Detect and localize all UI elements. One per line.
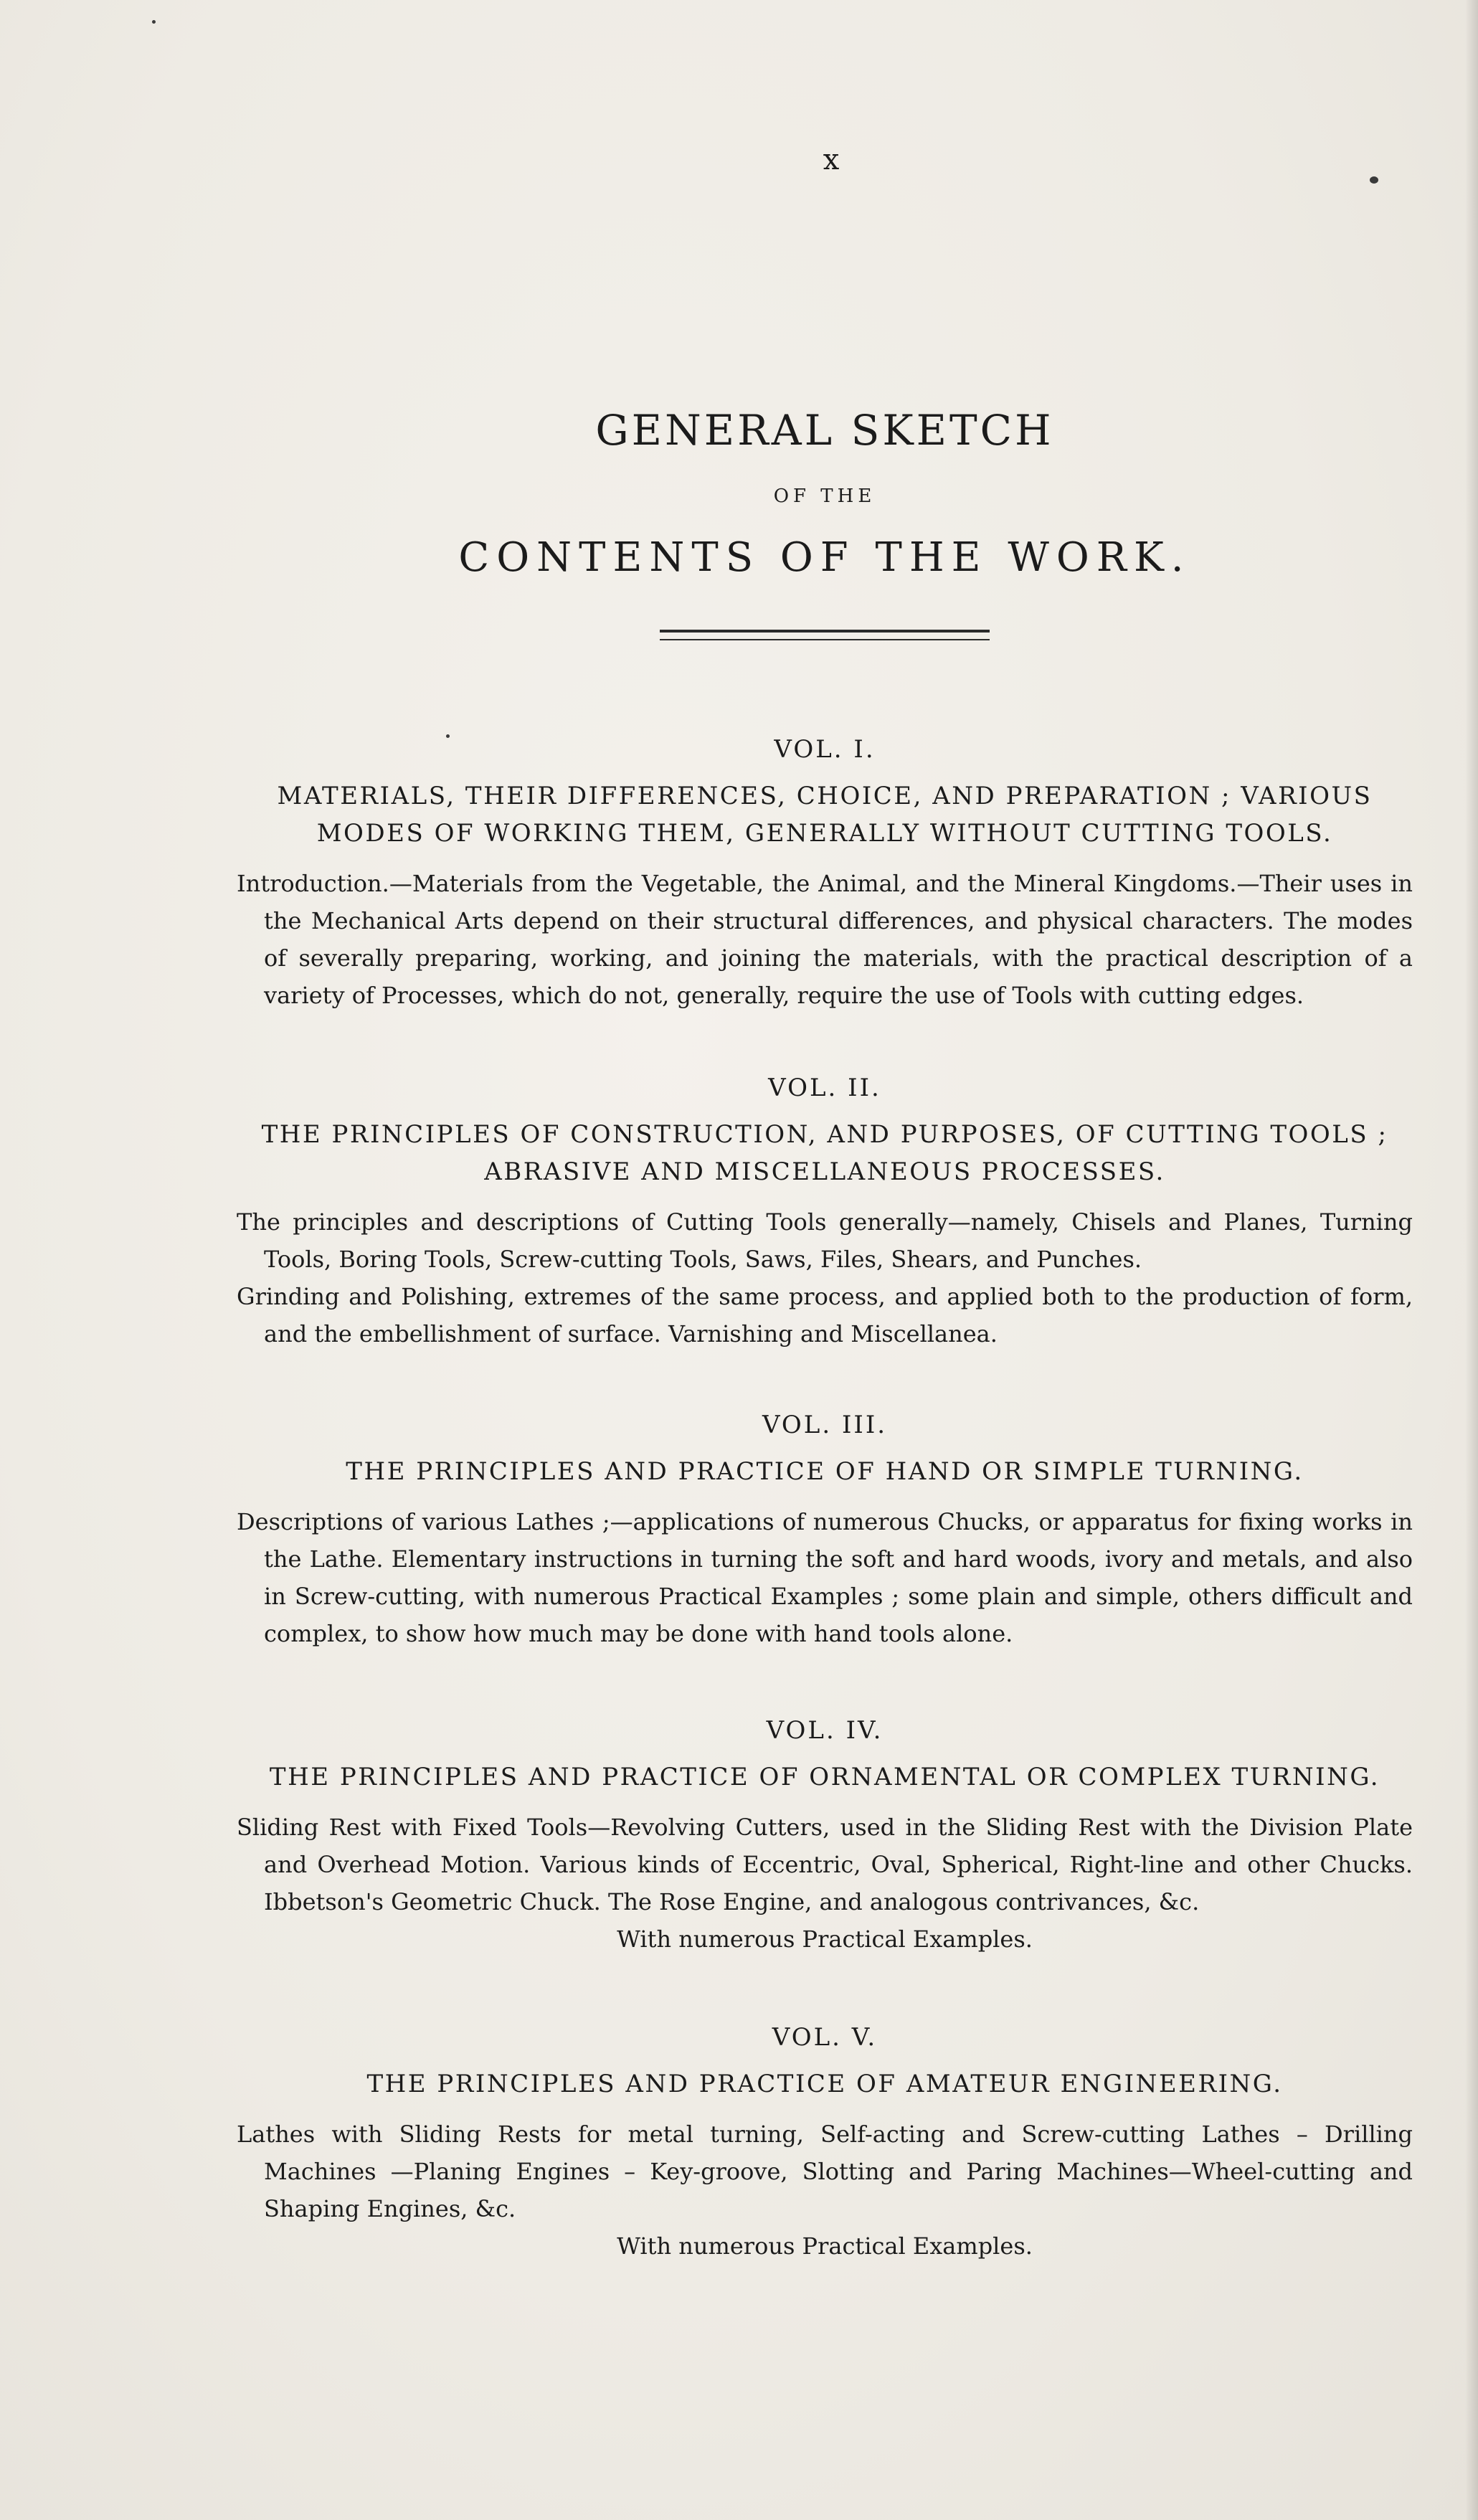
ink-speck xyxy=(446,734,450,738)
volume-label: VOL. I. xyxy=(774,735,876,764)
volume-2 xyxy=(237,1070,1413,1353)
double-rule-divider xyxy=(660,630,990,640)
volume-body xyxy=(237,1503,1413,1652)
title-of-the: OF THE xyxy=(773,485,876,507)
volume-paragraph: Grinding and Polishing, extremes of the same process, and applied both to the production of form, and the embellishment of surface. Varnishing and Miscellanea. xyxy=(237,1283,1413,1347)
page-edge-shadow xyxy=(1465,0,1478,2520)
volume-paragraph: Introduction.—Materials from the Vegetable, the Animal, and the Mineral Kingdoms.—Their uses in the Mechanical Arts depend on their structural differences, and physical characters. The modes of severally preparing, working, and joining the materials, with the practical description of a variety of Processes, which do not, generally, require the use of Tools with cutting edges. xyxy=(237,870,1413,1009)
volume-5 xyxy=(237,2019,1413,2265)
title-general-sketch: GENERAL SKETCH xyxy=(595,406,1054,455)
title-contents: CONTENTS OF THE WORK. xyxy=(458,534,1191,581)
volume-heading: MATERIALS, THEIR DIFFERENCES, CHOICE, AND PREPARATION ; VARIOUS MODES OF WORKING THEM, GENERALLY WITHOUT CUTTING TOOLS. xyxy=(277,782,1373,848)
volume-paragraph: The principles and descriptions of Cutting Tools generally—namely, Chisels and Planes, Turning Tools, Boring Tools, Screw-cutting Tools, Saws, Files, Shears, and Punches. xyxy=(237,1208,1413,1273)
page-number: x xyxy=(823,143,841,176)
volume-label: VOL. III. xyxy=(762,1411,888,1439)
volume-body xyxy=(237,1809,1413,1958)
volume-heading: THE PRINCIPLES AND PRACTICE OF HAND OR SIMPLE TURNING. xyxy=(346,1457,1304,1486)
volume-body xyxy=(237,865,1413,1014)
volume-heading: THE PRINCIPLES OF CONSTRUCTION, AND PURPOSES, OF CUTTING TOOLS ; ABRASIVE AND MISCELLANEOUS PROCESSES. xyxy=(261,1120,1388,1186)
volume-body xyxy=(237,2116,1413,2265)
volume-1 xyxy=(237,731,1413,1014)
title-block xyxy=(237,402,1413,640)
volume-heading: THE PRINCIPLES AND PRACTICE OF AMATEUR ENGINEERING. xyxy=(366,2070,1283,2098)
volume-heading: THE PRINCIPLES AND PRACTICE OF ORNAMENTAL OR COMPLEX TURNING. xyxy=(269,1763,1380,1791)
ink-speck xyxy=(152,20,156,24)
volume-paragraph: Lathes with Sliding Rests for metal turning, Self-acting and Screw-cutting Lathes – Drilling Machines —Planing Engines – Key-groove, Slotting and Paring Machines—Wheel-cutting and Shaping Engines, &c. xyxy=(237,2121,1413,2222)
volume-4 xyxy=(237,1713,1413,1958)
volume-label: VOL. II. xyxy=(768,1074,881,1102)
volume-footer: With numerous Practical Examples. xyxy=(617,2232,1033,2260)
volume-3 xyxy=(237,1407,1413,1652)
ink-speck xyxy=(1370,176,1378,184)
volume-label: VOL. IV. xyxy=(766,1716,884,1745)
volume-footer: With numerous Practical Examples. xyxy=(617,1925,1033,1953)
volume-paragraph: Sliding Rest with Fixed Tools—Revolving Cutters, used in the Sliding Rest with the Division Plate and Overhead Motion. Various kinds of Eccentric, Oval, Spherical, Right-line and other Chucks. Ibbetson's Geometric Chuck. The Rose Engine, and analogous contrivances, &c. xyxy=(237,1814,1413,1915)
volume-paragraph: Descriptions of various Lathes ;—applications of numerous Chucks, or apparatus for fixing works in the Lathe. Elementary instructions in turning the soft and hard woods, ivory and metals, and also in Screw-cutting, with numerous Practical Examples ; some plain and simple, others difficult and complex, to show how much may be done with hand tools alone. xyxy=(237,1508,1413,1647)
volume-label: VOL. V. xyxy=(772,2023,878,2052)
volume-body xyxy=(237,1203,1413,1353)
